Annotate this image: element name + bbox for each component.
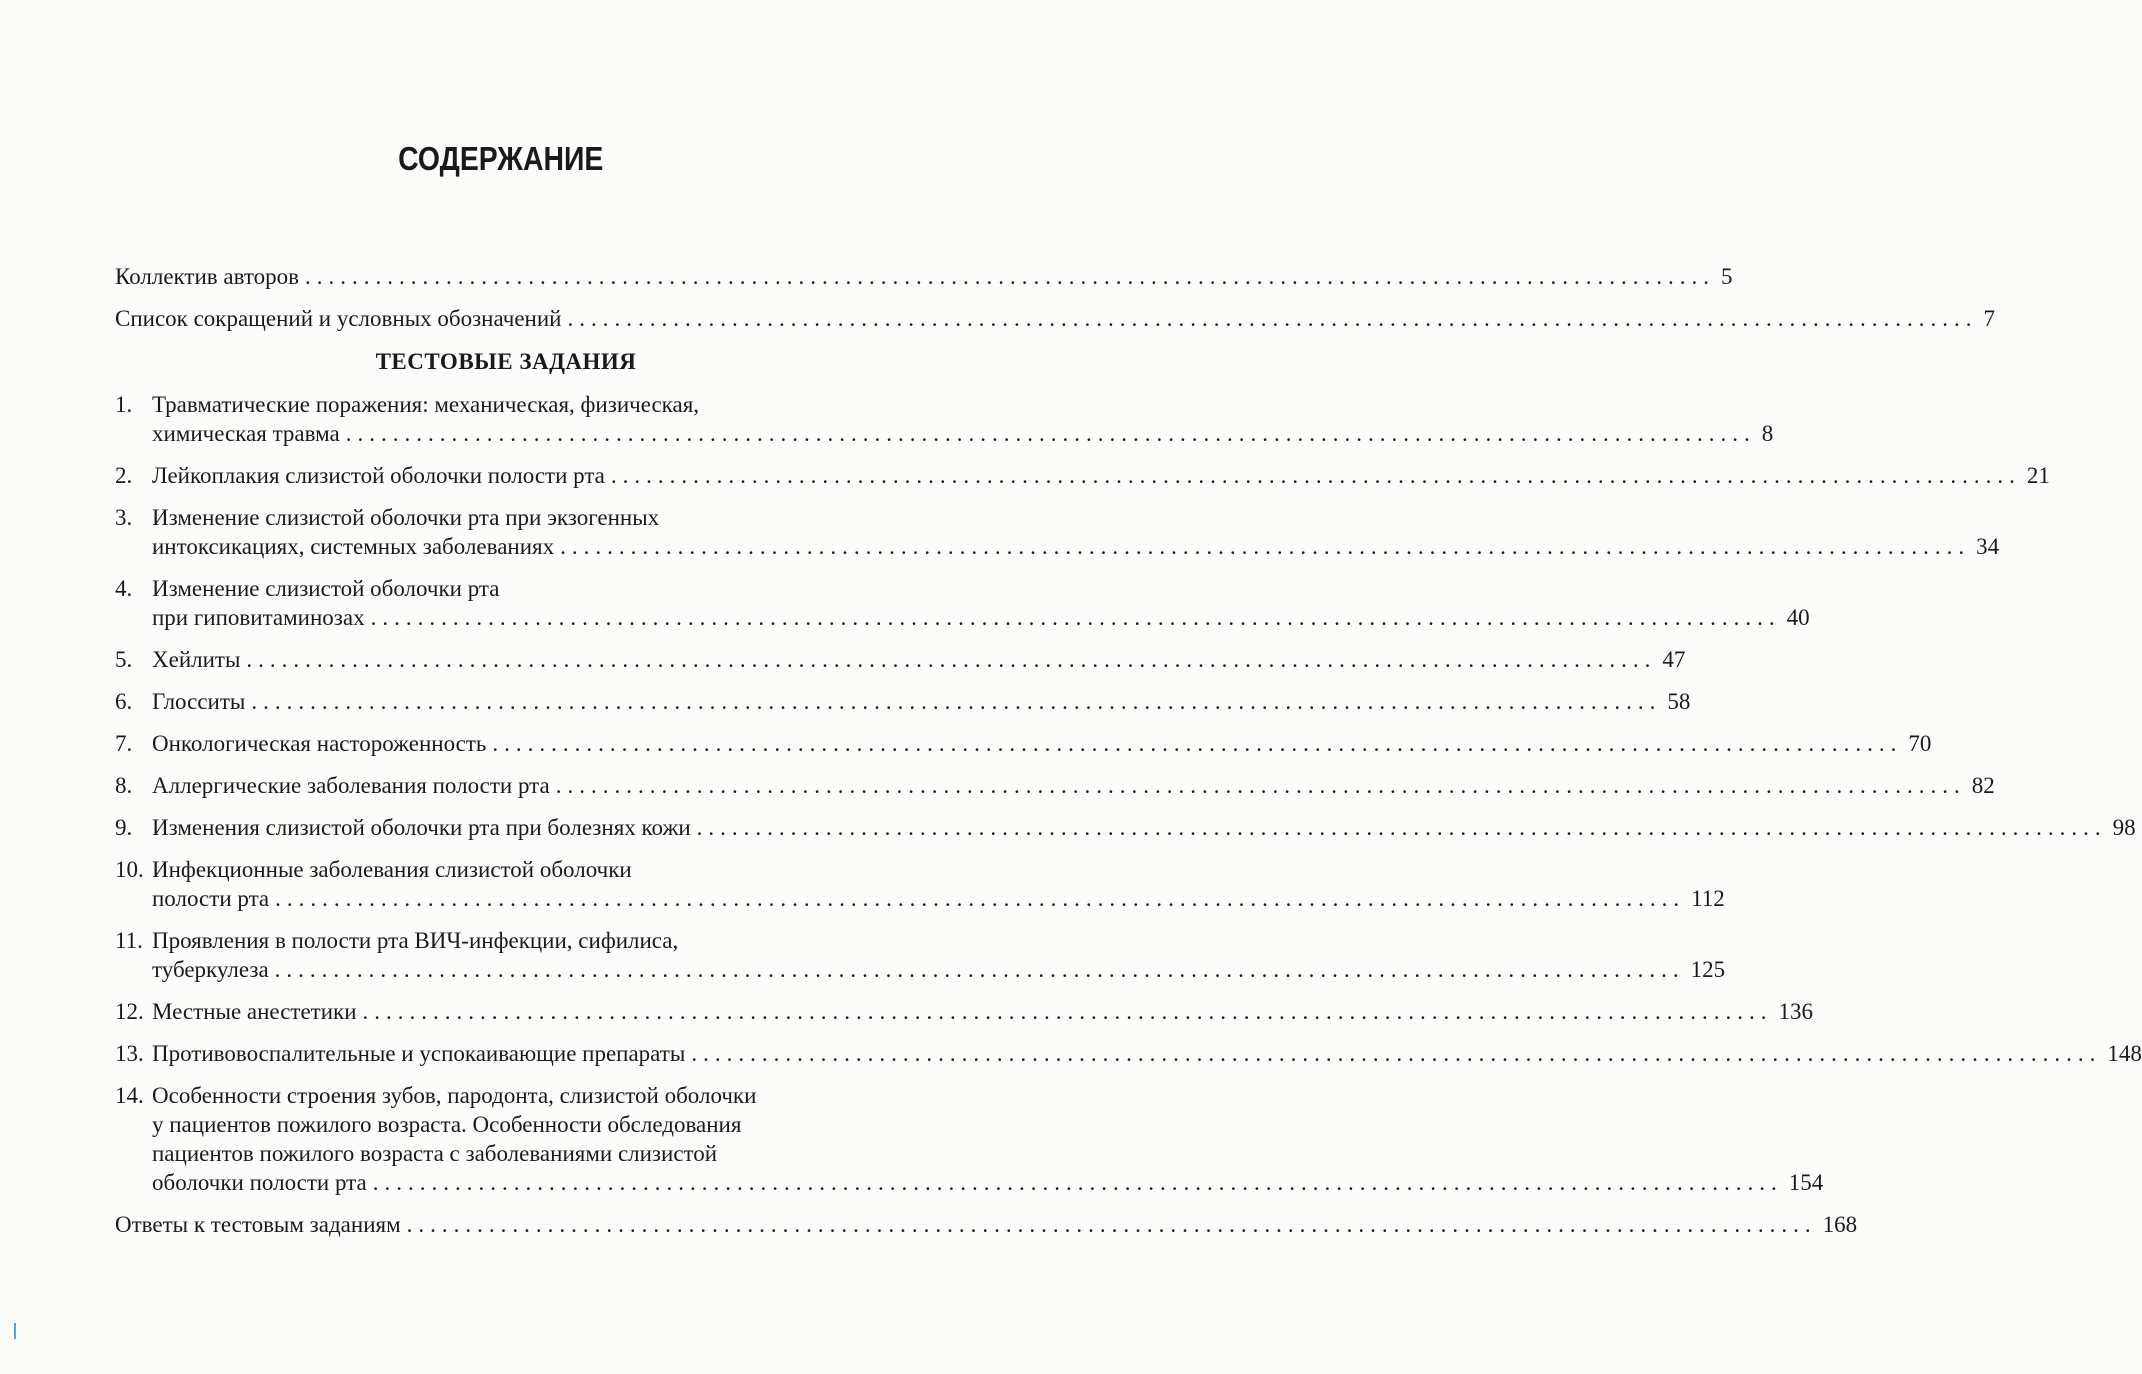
toc-entry-text-line: Особенности строения зубов, пародонта, слизистой оболочки xyxy=(152,1083,757,1108)
toc-page-number: 82 xyxy=(1971,773,1995,798)
toc-entry-text: химическая травма xyxy=(152,421,340,446)
toc-entry-number: 6. xyxy=(115,689,133,714)
toc-entry[interactable] xyxy=(115,729,1932,758)
toc-entry-text: Глосситы xyxy=(152,689,246,714)
toc-entry-answers[interactable] xyxy=(115,1210,1858,1239)
toc-page-number: 5 xyxy=(1721,264,1733,289)
toc-entry-number: 11. xyxy=(115,928,143,953)
toc-entry-text: Ответы к тестовым заданиям xyxy=(115,1212,401,1237)
toc-entry-text-line: Изменение слизистой оболочки рта xyxy=(152,576,500,601)
dot-leader: ........................................................................................................................ xyxy=(275,886,1686,911)
dot-leader: ........................................................................................................................ xyxy=(246,647,1657,672)
toc-entry-number: 7. xyxy=(115,731,133,756)
toc-entry[interactable] xyxy=(115,926,1726,984)
toc-entry[interactable] xyxy=(115,1039,2142,1068)
toc-entry-number: 9. xyxy=(115,815,133,840)
toc-entry-number: 1. xyxy=(115,392,133,417)
toc-page-number: 47 xyxy=(1662,647,1686,672)
toc-entry-text: Противовоспалительные и успокаивающие препараты xyxy=(152,1041,686,1066)
dot-leader: ........................................................................................................................ xyxy=(251,689,1662,714)
toc-entry-number: 13. xyxy=(115,1041,144,1066)
page-title: СОДЕРЖАНИЕ xyxy=(398,140,604,177)
toc-entry-text-line: Проявления в полости рта ВИЧ-инфекции, сифилиса, xyxy=(152,928,679,953)
toc-page-number: 98 xyxy=(2112,815,2136,840)
dot-leader: ........................................................................................................................ xyxy=(691,1041,2102,1066)
toc-entry[interactable] xyxy=(115,855,1725,913)
toc-entry-text: Аллергические заболевания полости рта xyxy=(152,773,550,798)
toc-entry-text-line: у пациентов пожилого возраста. Особенности обследования xyxy=(152,1112,742,1137)
dot-leader: ........................................................................................................................ xyxy=(567,306,1978,331)
toc-page-number: 70 xyxy=(1908,731,1932,756)
toc-entry-text: Изменения слизистой оболочки рта при болезнях кожи xyxy=(152,815,691,840)
dot-leader: ........................................................................................................................ xyxy=(370,605,1781,630)
dot-leader: ........................................................................................................................ xyxy=(406,1212,1817,1237)
toc-entry[interactable] xyxy=(115,461,2050,490)
toc-entry-text: Список сокращений и условных обозначений xyxy=(115,306,562,331)
toc-entry-number: 12. xyxy=(115,999,144,1024)
toc-page-number: 112 xyxy=(1691,886,1725,911)
toc-page-number: 148 xyxy=(2107,1041,2142,1066)
dot-leader: ........................................................................................................................ xyxy=(610,463,2021,488)
dot-leader: ........................................................................................................................ xyxy=(305,264,1715,289)
toc-entry-text: Лейкоплакия слизистой оболочки полости рта xyxy=(152,463,605,488)
toc-entry[interactable] xyxy=(115,1081,1824,1197)
toc-entry-number: 2. xyxy=(115,463,133,488)
dot-leader: ........................................................................................................................ xyxy=(696,815,2107,840)
toc-entry-text: Местные анестетики xyxy=(152,999,357,1024)
toc-entry-number: 14. xyxy=(115,1083,144,1108)
toc-entry[interactable] xyxy=(115,503,2000,561)
toc-entry-text-line: Травматические поражения: механическая, физическая, xyxy=(152,392,700,417)
toc-entry[interactable] xyxy=(115,813,2136,842)
toc-entry-number: 4. xyxy=(115,576,133,601)
toc-entry[interactable] xyxy=(115,687,1691,716)
toc-entry[interactable] xyxy=(115,645,1686,674)
toc-entries-list xyxy=(115,390,2142,1197)
toc-page-number: 125 xyxy=(1690,957,1726,982)
toc-page-number: 34 xyxy=(1976,534,2000,559)
toc-page-number: 154 xyxy=(1788,1170,1824,1195)
toc-entry[interactable] xyxy=(115,390,1774,448)
dot-leader: ........................................................................................................................ xyxy=(372,1170,1783,1195)
dot-leader: ........................................................................................................................ xyxy=(555,773,1966,798)
toc-entry[interactable] xyxy=(115,574,1810,632)
toc-page-number: 168 xyxy=(1822,1212,1858,1237)
toc-entry[interactable] xyxy=(115,771,1995,800)
toc-page-number: 8 xyxy=(1761,421,1774,446)
dot-leader: ........................................................................................................................ xyxy=(345,421,1756,446)
section-heading: ТЕСТОВЫЕ ЗАДАНИЯ xyxy=(375,349,637,374)
toc-page-number: 21 xyxy=(2026,463,2050,488)
toc-entry-abbreviations[interactable] xyxy=(115,304,1995,333)
toc-entry-text: полости рта xyxy=(152,886,270,911)
toc-page-number: 136 xyxy=(1778,999,1814,1024)
toc-entry-number: 3. xyxy=(115,505,133,530)
toc-page-number: 58 xyxy=(1667,689,1691,714)
toc-entry-number: 8. xyxy=(115,773,133,798)
toc-entry-text: Коллектив авторов xyxy=(115,264,299,289)
toc-entry-authors[interactable] xyxy=(115,262,1733,291)
toc-entry-text: оболочки полости рта xyxy=(152,1170,367,1195)
toc-entry-text: при гиповитаминозах xyxy=(152,605,365,630)
dot-leader: ........................................................................................................................ xyxy=(560,534,1971,559)
toc-entry-number: 5. xyxy=(115,647,133,672)
toc-page-number: 40 xyxy=(1786,605,1810,630)
toc-entry-text-line: пациентов пожилого возраста с заболеваниями слизистой xyxy=(152,1141,718,1166)
toc-entry-text-line: Изменение слизистой оболочки рта при экзогенных xyxy=(152,505,660,530)
dot-leader: ........................................................................................................................ xyxy=(362,999,1773,1024)
toc-entry-text: интоксикациях, системных заболеваниях xyxy=(152,534,555,559)
toc-entry-text: Онкологическая настороженность xyxy=(152,731,487,756)
toc-entry[interactable] xyxy=(115,997,1814,1026)
toc-entry-number: 10. xyxy=(115,857,144,882)
dot-leader: ........................................................................................................................ xyxy=(492,731,1903,756)
table-of-contents xyxy=(115,262,2142,1252)
toc-entry-text: туберкулеза xyxy=(152,957,269,982)
toc-entry-text-line: Инфекционные заболевания слизистой оболочки xyxy=(152,857,632,882)
toc-page-number: 7 xyxy=(1983,306,1995,331)
toc-entry-text: Хейлиты xyxy=(152,647,241,672)
scan-edge-mark xyxy=(14,1323,16,1339)
dot-leader: ........................................................................................................................ xyxy=(274,957,1685,982)
